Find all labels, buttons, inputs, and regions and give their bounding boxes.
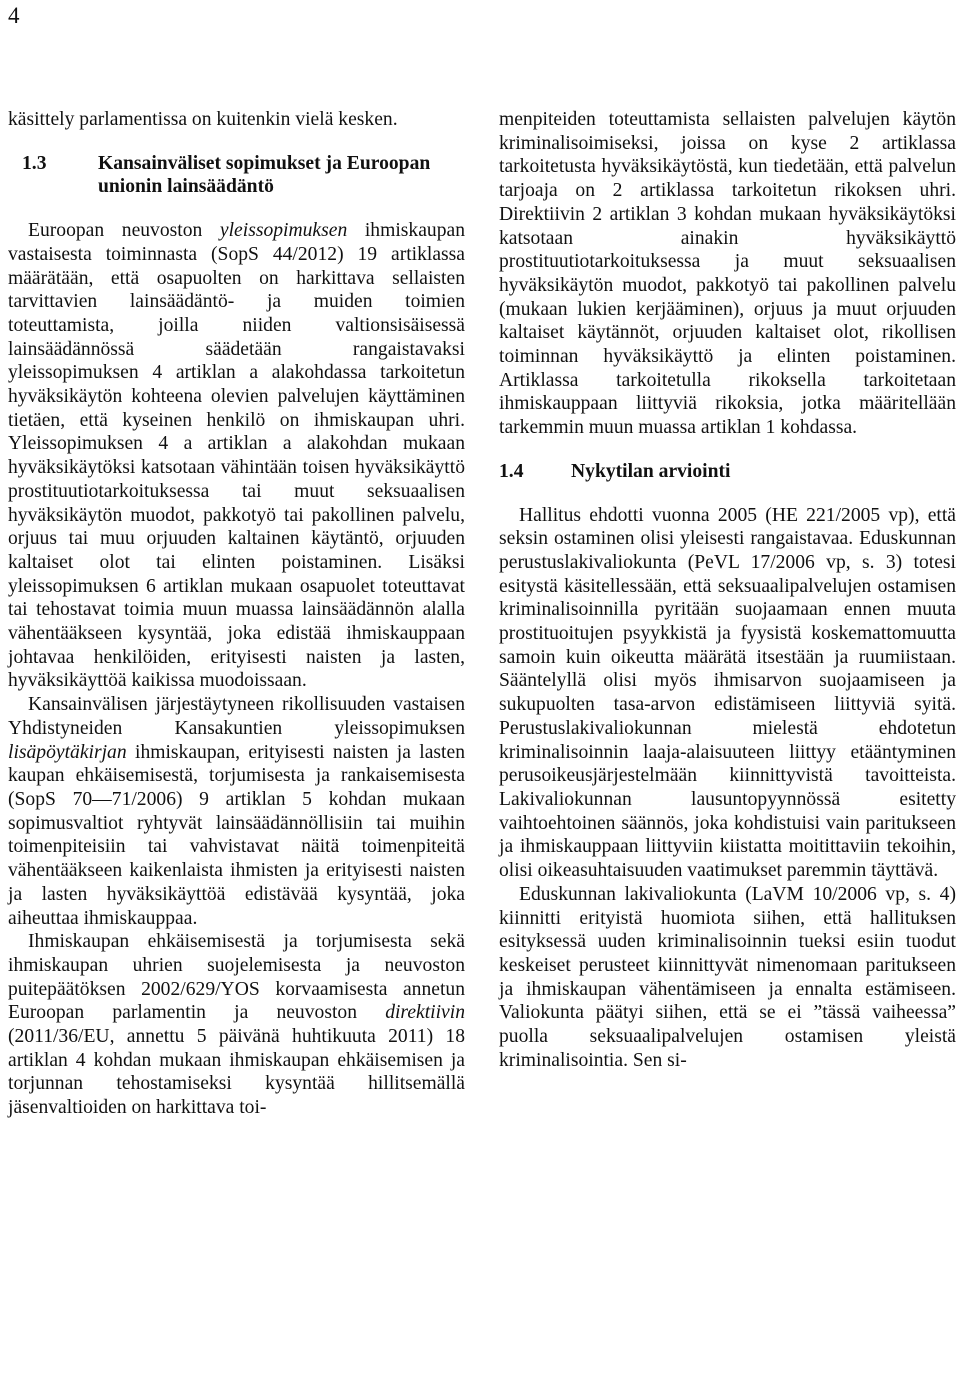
- left-column: [8, 108, 465, 1120]
- paragraph-directive-continuation: menpiteiden toteuttamista sellaisten palvelujen käytön kriminalisoimiseksi, joissa on kyse 2 artiklassa tarkoitetusta hyväksikäytöstä, kun tiedetään, että palvelun tarjoaja on 2 artiklassa tarkoitetun rikoksen uhri. Direktiivin 2 artiklan 3 kohdan mukaan hyväksikäytöksi katsotaan ainakin hyväksikäyttö prostituutiotarkoituksessa ja muut seksuaalisen hyväksikäytön muodot, pakkotyö tai pakollinen palvelu (mukaan lukien kerjääminen), orjuus ja muut orjuuden kaltaiset käytännöt, orjuuden kaltaiset olot, rikollisen toiminnan hyväksikäyttö ja elinten poistaminen. Artiklassa tarkoitetulla rikoksella tarkoitetaan ihmiskauppaan liittyviä rikoksia, jotka määritellään tarkemmin muun muassa artiklan 1 kohdassa.: [499, 109, 956, 439]
- text-span: ihmiskaupan, erityisesti naisten ja lasten kaupan ehkäisemisestä, torjumisesta ja rankaisemisesta (SopS 70—71/2006) 9 artiklan 5 kohdan mukaan sopimusvaltiot ryhtyvät lainsäädännöllisiin tai muihin toimenpiteisiin tai vahvistavat näitä toimenpiteitä vähentääkseen kaikenlaista ihmisten ja erityisesti naisten ja lasten hyväksikäyttöä edistävää kysyntää, joka aiheuttaa ihmiskauppaa.: [8, 741, 465, 929]
- text-span: ihmiskaupan vastaisesta toiminnasta (SopS 44/2012) 19 artiklassa määrätään, että osapuolten on harkittava sellaisten tarvittavien lainsäädäntö- ja muiden toimien toteuttamista, joilla niiden valtionsisäisessä lainsäädännössä säädetään rangaistavaksi yleissopimuksen 4 artiklan a alakohdassa tarkoitetun hyväksikäytön kohteena olevien palvelujen käyttäminen tietäen, että kyseinen henkilö on ihmiskaupan uhri. Yleissopimuksen 4 a artiklan a alakohdan mukaan hyväksikäytöksi katsotaan vähintään toisen hyväksikäyttö prostituutiotarkoituksessa tai muut seksuaalisen hyväksikäytön muodot, pakkotyö tai pakollinen palvelu, orjuus tai muu orjuuden kaltainen käytäntö, orjuuden kaltaiset olot tai elinten poistaminen. Lisäksi yleissopimuksen 6 artiklan mukaan osapuolet toteuttavat tai tehostavat toimia muun muassa lainsäädännön alalla vähentääkseen kysyntää, joka edistää ihmiskauppaan johtavaa henkilöiden, erityisesti naisten ja lasten, hyväksikäyttöä kaikissa muodoissaan.: [8, 220, 465, 692]
- emphasis-direktiivin: direktiivin: [385, 1002, 465, 1024]
- intro-continuation: käsittely parlamentissa on kuitenkin vielä kesken.: [8, 109, 398, 130]
- emphasis-yleissopimuksen: yleissopimuksen: [219, 220, 348, 242]
- emphasis-lisapoytakirjan: lisäpöytäkirjan: [8, 741, 127, 763]
- paragraph-legal-affairs-committee: Eduskunnan lakivaliokunta (LaVM 10/2006 vp, s. 4) kiinnitti erityistä huomiota siihen, että hallituksen esityksessä uuden kriminalisoinnin tueksi esiin tuodut keskeiset perusteet kiinnittyvät nimenomaan paritukseen ja ihmiskaupan vähentämiseen ja ennalta estämiseen. Valiokunta päätyi siihen, että se ei ”tässä vaiheessa” puolla seksuaalipalvelujen ostamisen yleistä kriminalisointia. Sen si-: [499, 883, 956, 1071]
- text-span: (2011/36/EU, annettu 5 päivänä huhtikuuta 2011) 18 artiklan 4 kohdan mukaan ihmiskaupan ehkäisemisen ja torjunnan tehostamiseksi kysyntää hillitsemällä jäsenvaltioiden on harkittava toi-: [8, 1026, 465, 1119]
- paragraph-un-protocol: [8, 693, 465, 930]
- text-span: Ihmiskaupan ehkäisemisestä ja torjumisesta sekä ihmiskaupan uhrien suojelemisesta ja neuvoston puitepäätöksen 2002/629/YOS korvaamisesta annetun Euroopan parlamentin ja neuvoston: [8, 931, 465, 1024]
- paragraph-eu-directive: [8, 930, 465, 1120]
- text-span: Kansainvälisen järjestäytyneen rikollisuuden vastaisen Yhdistyneiden Kansakuntien yleissopimuksen: [8, 694, 465, 739]
- paragraph-government-proposal: Hallitus ehdotti vuonna 2005 (HE 221/2005 vp), että seksin ostaminen olisi yleisesti rangaistavaa. Eduskunnan perustuslakivaliokunta (PeVL 17/2006 vp, s. 3) totesi esitystä käsitellessään, että seksuaalipalvelujen ostamisen kriminalisoinnilla pyritään suojaamaan ennen muuta prostituoitujen psyykkistä ja fyysistä koskemattomuutta samoin kuin oikeutta määrätä itsestään ja ruumiistaan. Sääntelyllä olisi myös ihmisarvon suojaamiseen ja sukupuolten tasa-arvon edistämiseen liittyviä syitä. Perustuslakivaliokunnan mielestä ehdotetun kriminalisoinnin laaja-alaisuuteen liittyy etääntyminen perusoikeusjärjestelmään kiinnittyvistä tavoitteista. Lakivaliokunnan lausuntopyynnössä esitetty vaihtoehtoinen säännös, joka kohdistuisi vain paritukseen ja ihmiskauppaan liittyviin kiistatta moitittaviin tekoihin, olisi oikeasuhtaisuuden vaatimukset paremmin täyttävä.: [499, 504, 956, 882]
- section-title: Kansainväliset sopimukset ja Euroopan unionin lainsäädäntö: [98, 152, 431, 198]
- section-number: 1.4: [499, 460, 524, 482]
- section-heading-1-4: [499, 460, 956, 484]
- paragraph-council-of-europe: [8, 219, 465, 693]
- section-title: Nykytilan arviointi: [571, 460, 731, 482]
- right-column: [499, 108, 956, 1072]
- section-heading-1-3: [8, 152, 465, 199]
- page-number: 4: [8, 3, 20, 28]
- section-number: 1.3: [22, 152, 47, 174]
- text-span: Euroopan neuvoston: [28, 220, 220, 242]
